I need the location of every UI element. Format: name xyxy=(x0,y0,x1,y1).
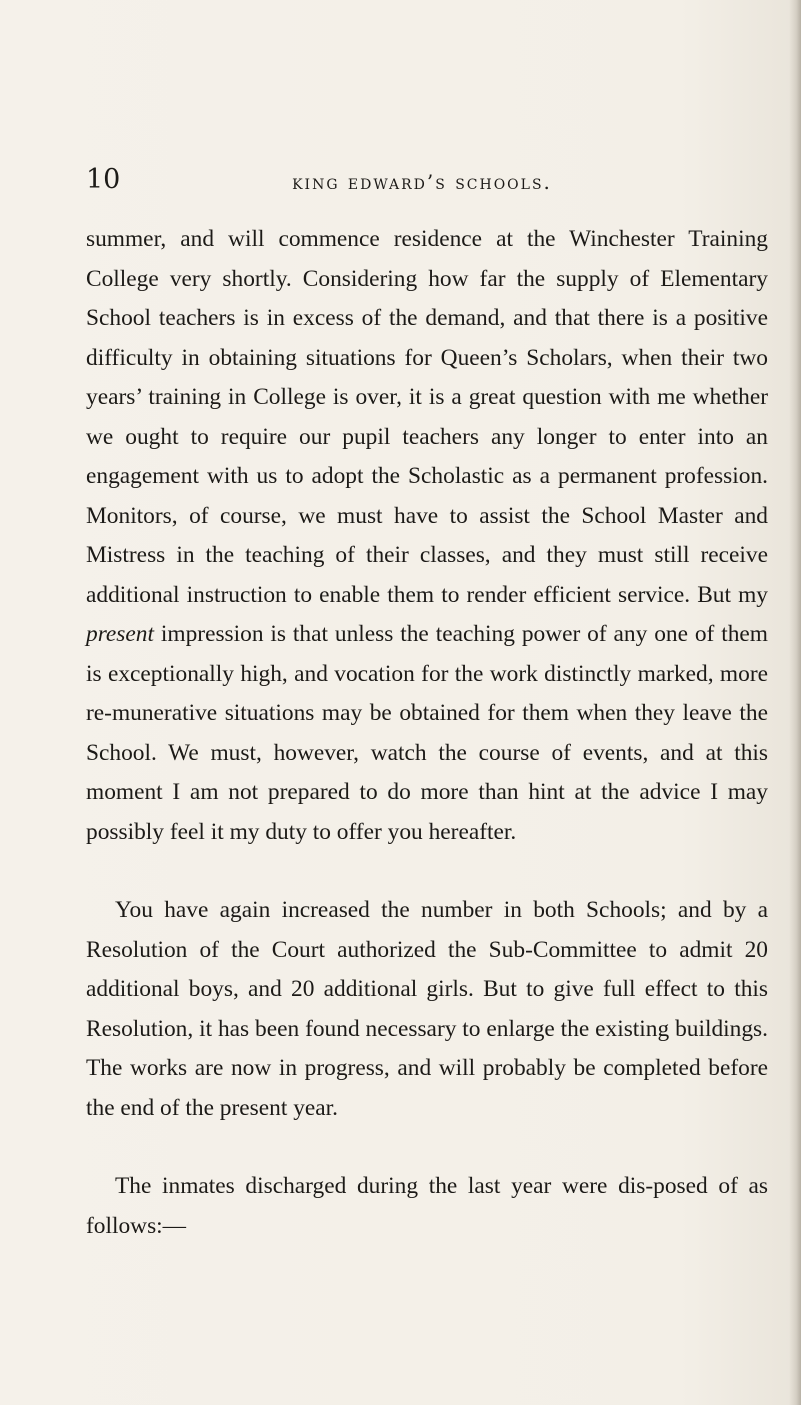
running-head: king edward’s schools. xyxy=(292,170,552,194)
page-edge-shadow xyxy=(789,0,801,1405)
paragraph-1-text-a: summer, and will commence residence at the Winchester Training College very shortly. Considering how far the supply of Elementary School teachers is in excess of the demand, and that there is a positive difficulty in obtaining situations for Queen’s Scholars, when their two years’ training in College is over, it is a great question with me whether we ought to require our pupil teachers any longer to enter into an engagement with us to adopt the Scholastic as a permanent profession. Monitors, of course, we must have to assist the School Master and Mistress in the teaching of their classes, and they must still receive additional instruction to enable them to render efficient service. But my xyxy=(86,226,768,608)
page-number: 10 xyxy=(86,164,121,195)
italic-word-present: present xyxy=(86,621,154,647)
paragraph-1 xyxy=(86,220,768,852)
paragraph-2: You have again increased the number in both Schools; and by a Resolution of the Court authorized the Sub-Committee to admit 20 additional boys, and 20 additional girls. But to give full effect to this Resolution, it has been found necessary to enlarge the existing buildings. The works are now in progress, and will probably be completed before the end of the present year. xyxy=(86,897,768,1121)
paragraph-3: The inmates discharged during the last year were dis-posed of as follows:— xyxy=(86,1173,768,1239)
page-header xyxy=(86,163,758,197)
paragraph-1-text-b: impression is that unless the teaching power of any one of them is exceptionally high, and vocation for the work distinctly marked, more re-munerative situations may be obtained for them when they leave the School. We must, however, watch the course of events, and at this moment I am not prepared to do more than hint at the advice I may possibly feel it my duty to offer you hereafter. xyxy=(86,621,768,845)
body-text xyxy=(86,220,768,1246)
